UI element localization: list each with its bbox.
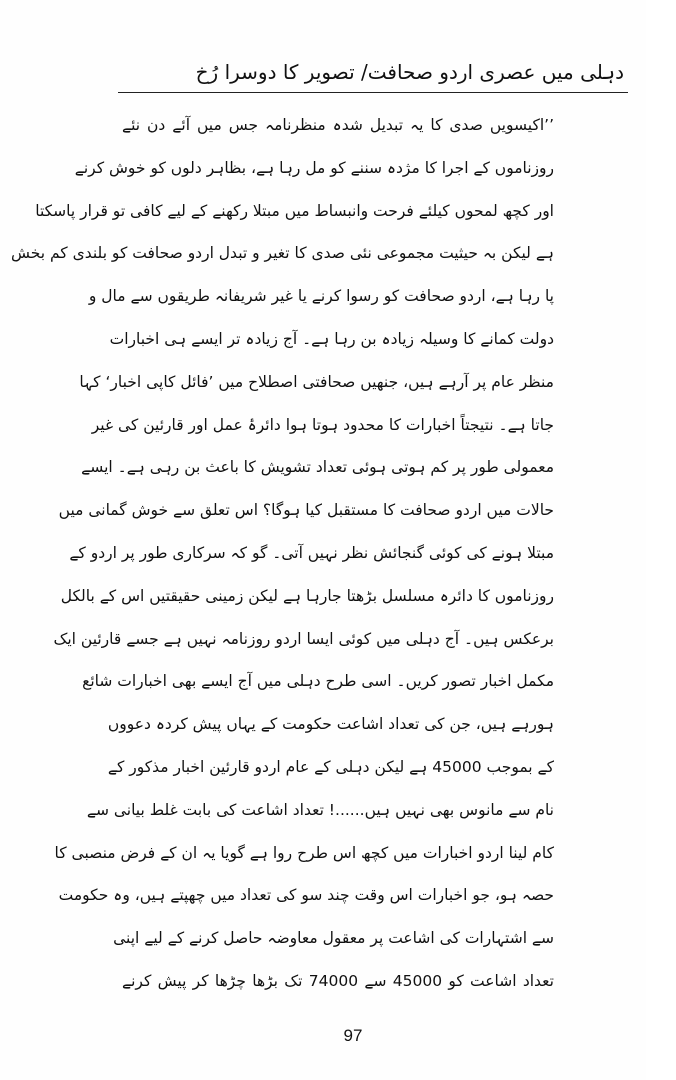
text-line: کے بموجب 45000 ہے لیکن دہلی کے عام اردو قارئین اخبار مذکور کے [107, 757, 554, 776]
text-line: برعکس ہیں۔ آج دہلی میں کوئی ایسا اردو روزنامہ نہیں ہے جسے قارئین ایک [53, 629, 554, 648]
text-line: مبتلا ہونے کی کوئی گنجائش نظر نہیں آتی۔ گو کہ سرکاری طور پر اردو کے [69, 543, 554, 562]
text-line: سے اشتہارات کی اشاعت پر معقول معاوضہ حاصل کرنے کے لیے اپنی [113, 929, 554, 948]
text-line: نام سے مانوس بھی نہیں ہیں......! تعداد اشاعت کی بابت غلط بیانی سے [86, 800, 554, 819]
text-line: حصہ ہو، جو اخبارات اس وقت چند سو کی تعداد میں چھپتے ہیں، وہ حکومت [58, 886, 554, 905]
text-line: حالات میں اردو صحافت کا مستقبل کیا ہوگا؟ اس تعلق سے خوش گمانی میں [58, 501, 554, 520]
text-line: کام لینا اردو اخبارات میں کچھ اس طرح روا ہے گویا یہ ان کے فرض منصبی کا [54, 843, 554, 862]
text-line: روزناموں کا دائرہ مسلسل بڑھتا جارہا ہے لیکن زمینی حقیقتیں اس کے بالکل [60, 586, 554, 605]
text-line: مکمل اخبار تصور کریں۔ اسی طرح دہلی میں آج ایسے بھی اخبارات شائع [82, 672, 554, 691]
text-line: روزناموں کے اجرا کا مژدہ سننے کو مل رہا ہے، بظاہر دلوں کو خوش کرنے [74, 158, 554, 177]
text-line: دولت کمانے کا وسیلہ زیادہ بن رہا ہے۔ آج زیادہ تر ایسے ہی اخبارات [109, 329, 554, 348]
text-line: تعداد اشاعت کو 45000 سے 74000 تک بڑھا چڑھا کر پیش کرنے [122, 971, 554, 990]
text-line: ’’اکیسویں صدی کا یہ تبدیل شدہ منظرنامہ جس میں آئے دن نئے [122, 116, 554, 134]
text-line: معمولی طور پر کم ہوتی ہوئی تعداد تشویش کا باعث بن رہی ہے۔ ایسے [81, 458, 554, 477]
body-text [10, 104, 554, 1003]
header-rule [118, 92, 628, 93]
text-line: ہورہے ہیں، جن کی تعداد اشاعت حکومت کے یہاں پیش کردہ دعووں [107, 715, 554, 734]
text-line: جاتا ہے۔ نتیجتاً اخبارات کا محدود ہوتا ہوا دائرۂ عمل اور قارئین کی غیر [91, 415, 554, 434]
running-header: دہلی میں عصری اردو صحافت/ تصویر کا دوسرا رُخ [195, 60, 624, 84]
text-line: ہے لیکن بہ حیثیت مجموعی نئی صدی کا تغیر و تبدل اردو صحافت کو بلندی کم بخش [10, 244, 554, 263]
text-line: منظر عام پر آرہے ہیں، جنھیں صحافتی اصطلاح میں ’فائل کاپی اخبار‘ کہا [79, 372, 554, 391]
text-line: پا رہا ہے، اردو صحافت کو رسوا کرنے یا غیر شریفانہ طریقوں سے مال و [88, 287, 554, 306]
page-number: 97 [343, 1026, 363, 1045]
text-line: اور کچھ لمحوں کیلئے فرحت وانبساط میں مبتلا رکھنے کے لیے کافی تو قرار پاسکتا [35, 201, 554, 220]
